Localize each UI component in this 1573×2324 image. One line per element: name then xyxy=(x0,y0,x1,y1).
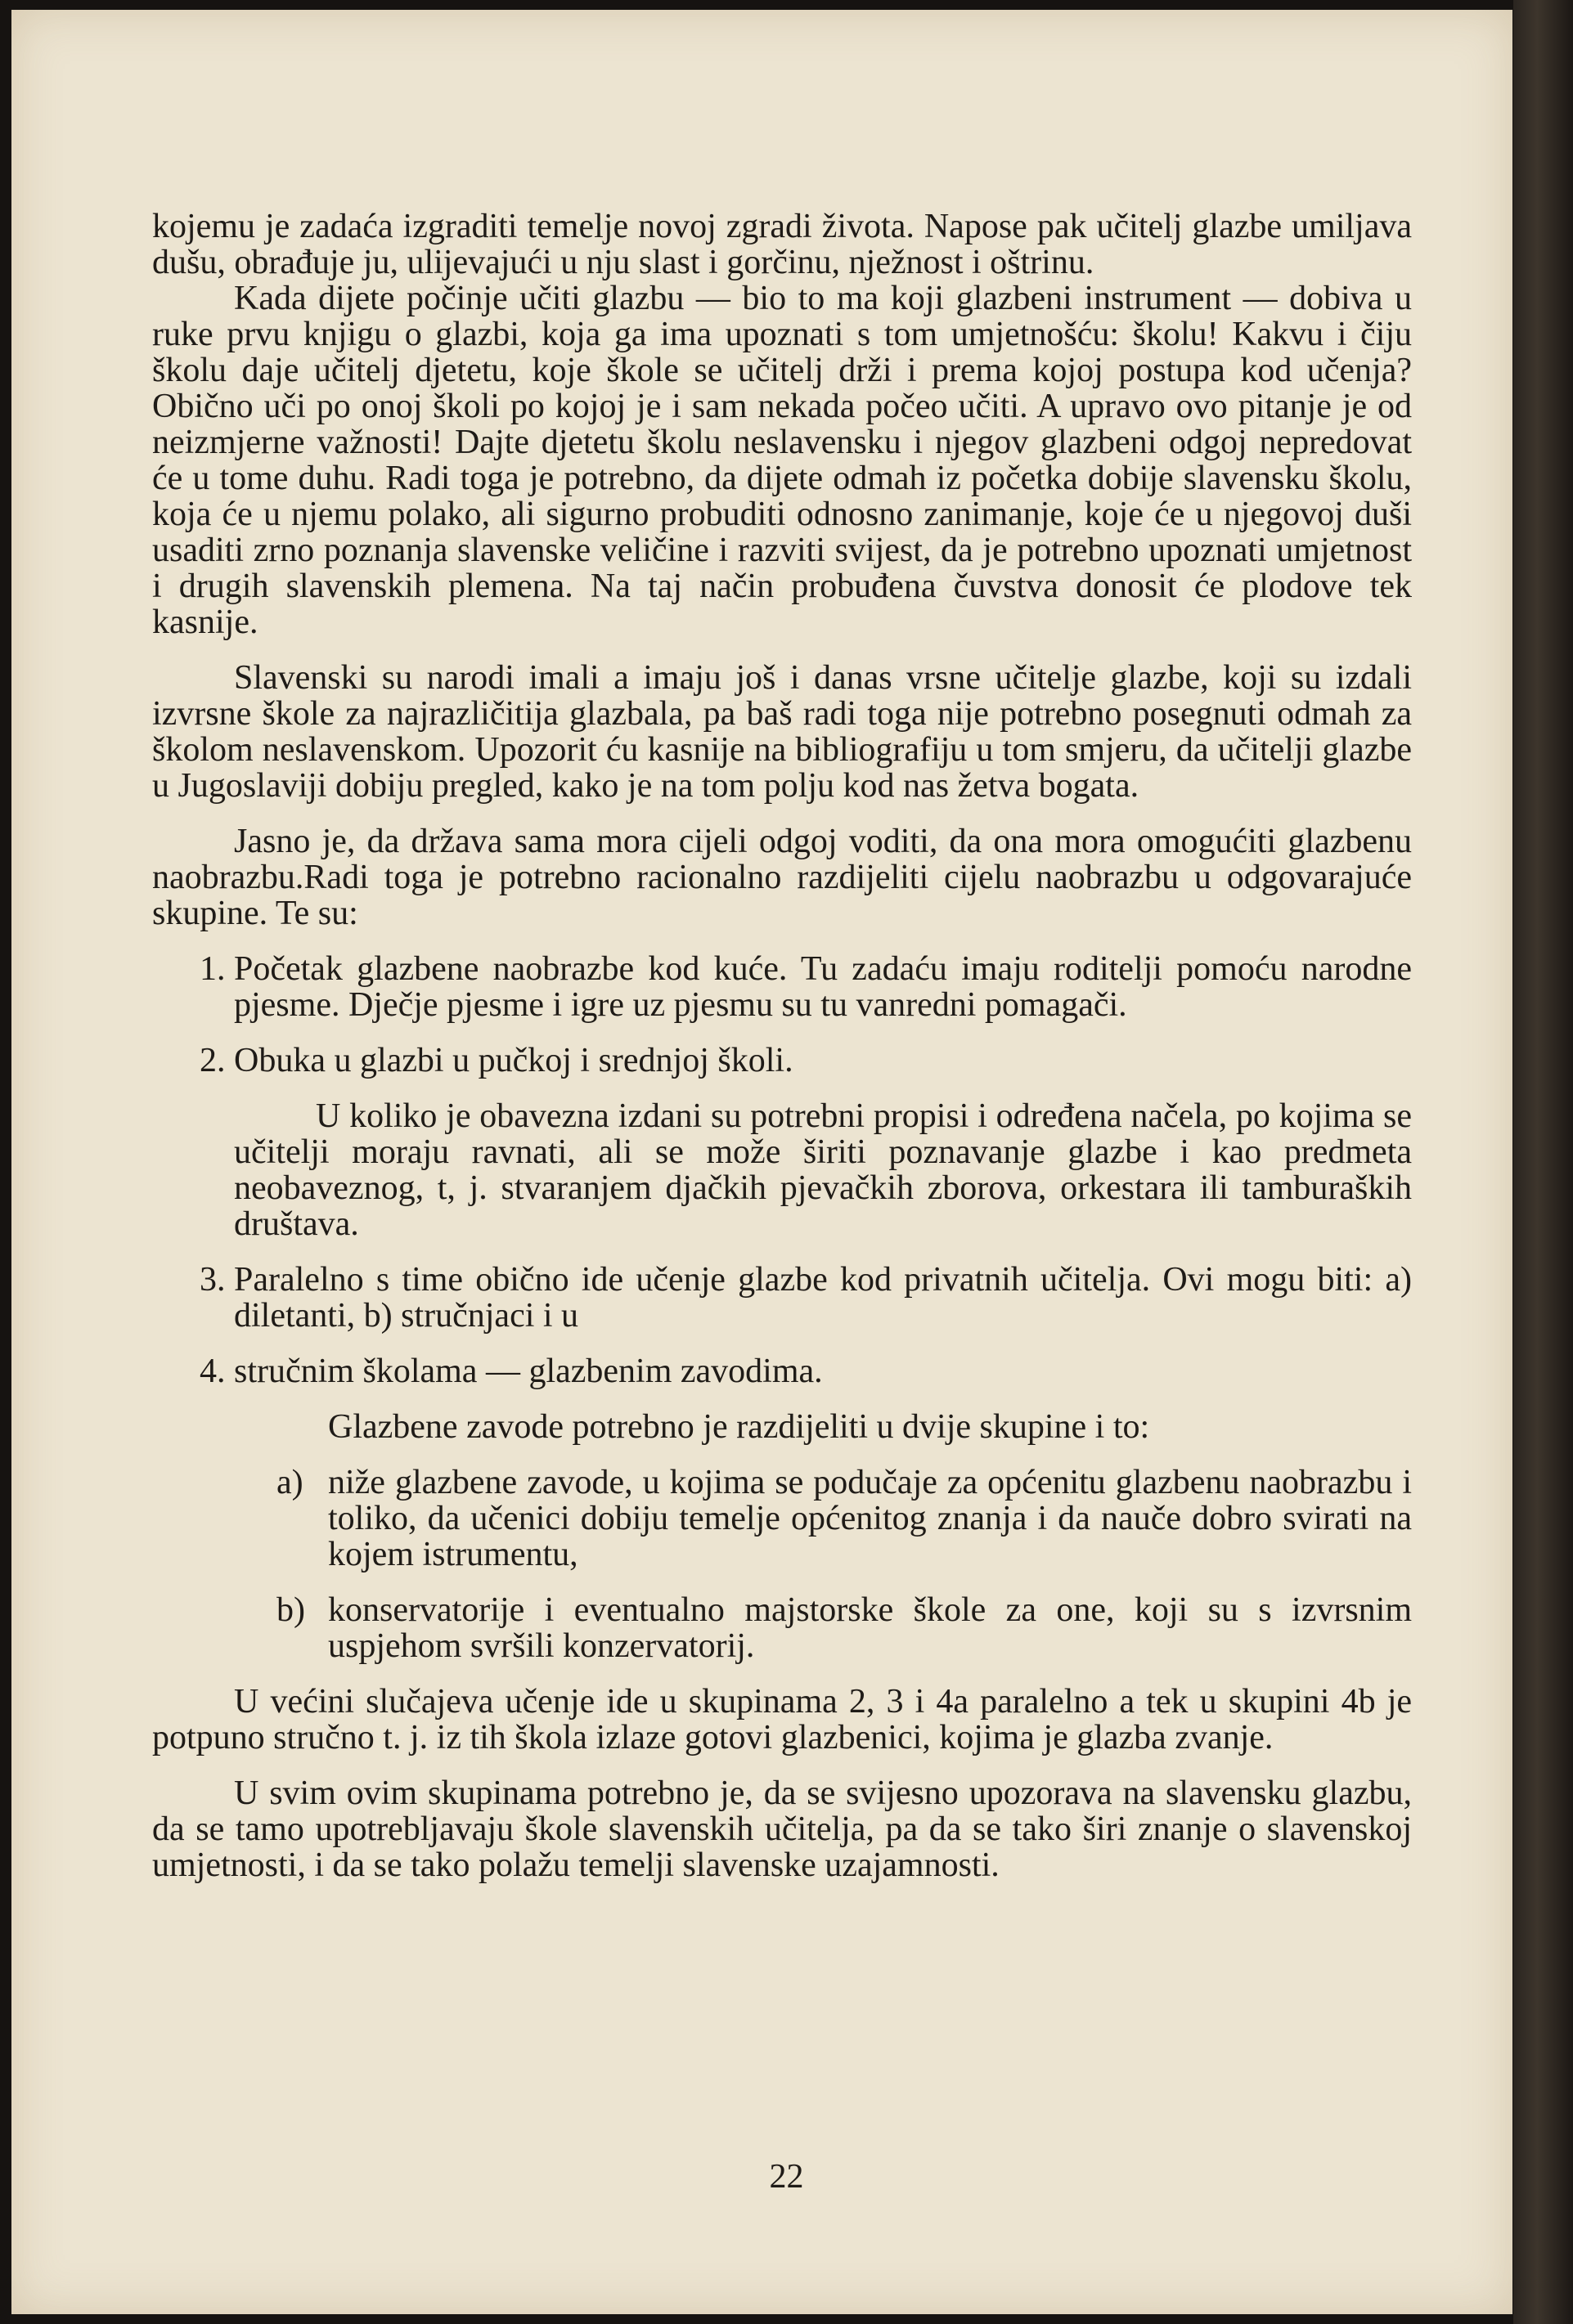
subsection-letter: b) xyxy=(276,1591,305,1629)
subsection-intro: Glazbene zavode potrebno je razdijeliti u dvije skupine i to: xyxy=(328,1408,1150,1446)
list-text: Početak glazbene naobrazbe kod kuće. Tu zadaću imaju roditelji pomoću narodne pjesme. Dječje pjesme i igre uz pjesmu su tu vanredni pomagači. xyxy=(234,950,1412,1024)
list-text: stručnim školama — glazbenim zavodima. xyxy=(234,1353,823,1390)
list-text: Obuka u glazbi u pučkoj i srednjoj školi. xyxy=(234,1042,793,1079)
subsection-text: niže glazbene zavode, u kojima se podučaje za općenitu glazbenu naobrazbu i toliko, da učenici dobiju temelje općenitog znanja i da nauče dobro svirati na kojem istrumentu, xyxy=(328,1464,1412,1573)
subsection-item-b xyxy=(152,1592,1412,1664)
list-item-3 xyxy=(152,1262,1412,1334)
list-item-2-detail: U koliko je obavezna izdani su potrebni propisi i određena načela, po kojima se učitelji moraju ravnati, ali se može širiti poznavanje glazbe i kao predmeta neobaveznog, t, j. stvaranjem djačkih pjevačkih zborova, orkestara ili tamburaških društava. xyxy=(234,1097,1412,1243)
subsection-text: konservatorije i eventualno majstorske škole za one, koji su s izvrsnim uspjehom svršili konzervatorij. xyxy=(328,1591,1412,1665)
subsection-item-a xyxy=(152,1465,1412,1573)
paragraph-6: U svim ovim skupinama potrebno je, da se svijesno upozorava na slavensku glazbu, da se tamo upotrebljavaju škole slavenskih učitelja, pa da se tako širi znanje o slavenskoj umjetnosti, i da se tako polažu temelji slavenske uzajamnosti. xyxy=(152,1774,1412,1884)
list-item-2 xyxy=(152,1043,1412,1079)
list-number: 4. xyxy=(200,1353,226,1390)
paragraph-3: Slavenski su narodi imali a imaju još i danas vrsne učitelje glazbe, koji su izdali izvrsne škole za najrazličitija glazbala, pa baš radi toga nije potrebno posegnuti odmah za školom neslavenskom. Upozorit ću kasnije na bibliografiju u tom smjeru, da učitelji glazbe u Jugoslaviji dobiju pregled, kako je na tom polju kod nas žetva bogata. xyxy=(152,659,1412,805)
list-number: 1. xyxy=(200,950,226,988)
paragraph-4: Jasno je, da država sama mora cijeli odgoj voditi, da ona mora omogućiti glazbenu naobrazbu.Radi toga je potrebno racionalno razdijeliti cijelu naobrazbu u odgovarajuće skupine. Te su: xyxy=(152,823,1412,932)
list-number: 3. xyxy=(200,1261,226,1299)
list-item-1 xyxy=(152,951,1412,1023)
paragraph-1: kojemu je zadaća izgraditi temelje novoj zgradi života. Napose pak učitelj glazbe umiljava dušu, obrađuje ju, ulijevajući u nju slast i gorčinu, nježnost i oštrinu. xyxy=(152,208,1412,281)
page-body-text xyxy=(152,209,1412,1883)
list-item-4 xyxy=(152,1353,1412,1389)
list-text: Paralelno s time obično ide učenje glazbe kod privatnih učitelja. Ovi mogu biti: a) diletanti, b) stručnjaci i u xyxy=(234,1261,1412,1335)
page-number: 22 xyxy=(769,2158,804,2196)
subsection-letter: a) xyxy=(276,1464,303,1501)
list-number: 2. xyxy=(200,1042,226,1079)
paragraph-5: U većini slučajeva učenje ide u skupinama 2, 3 i 4a paralelno a tek u skupini 4b je potpuno stručno t. j. iz tih škola izlaze gotovi glazbenici, kojima je glazba zvanje. xyxy=(152,1683,1412,1756)
paragraph-2: Kada dijete počinje učiti glazbu — bio to ma koji glazbeni instrument — dobiva u ruke prvu knjigu o glazbi, koja ga ima upoznati s tom umjetnošću: školu! Kakvu i čiju školu daje učitelj djetetu, koje škole se učitelj drži i prema kojoj postupa kod učenja? Obično uči po onoj školi po kojoj je i sam nekada počeo učiti. A upravo ovo pitanje je od neizmjerne važnosti! Dajte djetetu školu neslavensku i njegov glazbeni odgoj nepredovat će u tome duhu. Radi toga je potrebno, da dijete odmah iz početka dobije slavensku školu, koja će u njemu polako, ali sigurno probuditi odnosno zanimanje, koje će u njegovoj duši usaditi zrno poznanja slavenske veličine i razviti svijest, da je potrebno upoznati umjetnost i drugih slavenskih plemena. Na taj način probuđena čuvstva donosit će plodove tek kasnije. xyxy=(152,280,1412,641)
page-edge-binding xyxy=(1513,0,1573,2324)
